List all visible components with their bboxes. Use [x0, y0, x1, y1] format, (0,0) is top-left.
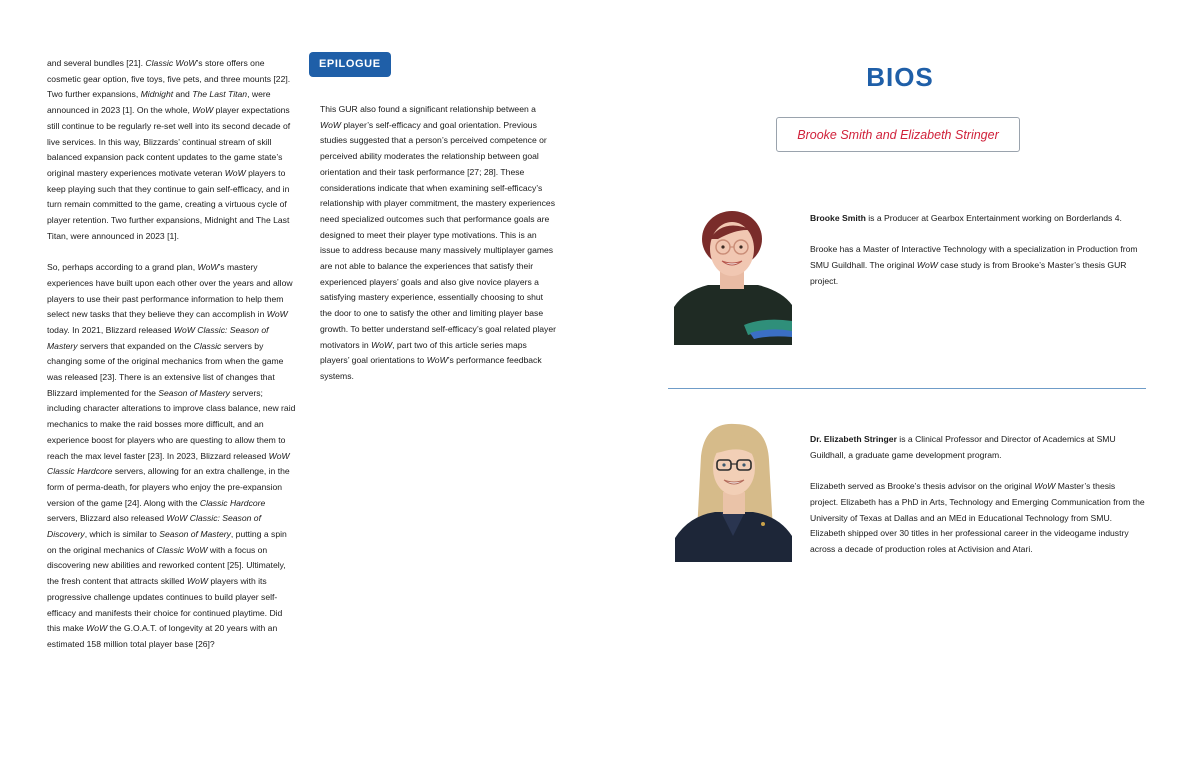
bios-title: BIOS	[866, 62, 934, 92]
left-text-column	[47, 56, 297, 653]
bios-divider	[668, 388, 1146, 389]
authors-box	[776, 117, 1020, 152]
bio1-paragraph-1: Brooke Smith is a Producer at Gearbox Entertainment working on Borderlands 4.	[810, 213, 1122, 223]
elizabeth-stringer-bio	[810, 432, 1145, 558]
brooke-smith-bio	[810, 211, 1145, 290]
brooke-smith-photo	[674, 209, 792, 345]
authors-names: Brooke Smith and Elizabeth Stringer	[797, 127, 999, 142]
epilogue-paragraph: This GUR also found a significant relationship between a WoW player’s self-efficacy and goal orientation. Previous studies suggested that a person’s perceived competence or perceived ability moderates the relationship between goal orientation and their task performance [27; 28]. These considerations indicate that when examining self-efficacy’s relationship with player commitment, the mastery experiences need specialized outcomes such that performance goals are designed to meet their player type motivations. This is an issue to address because many massively multiplayer games are not able to balance the experiences that satisfy their experienced players’ goals and also give novice players a satisfying mastery experience, essentially choosing to shut the door to one to satisfy the other and limiting player base growth. To better understand self-efficacy’s goal related player motivators in WoW, part two of this article series maps players’ goal orientations to WoW’s performance feedback systems.	[320, 104, 556, 381]
bio2-paragraph-1: Dr. Elizabeth Stringer is a Clinical Professor and Director of Academics at SMU Guildhall, a graduate game development program.	[810, 434, 1116, 460]
bio2-paragraph-2: Elizabeth served as Brooke’s thesis advisor on the original WoW Master’s thesis project. Elizabeth has a PhD in Arts, Technology and Emerging Communication from the University of Texas at Dallas and an MEd in Educational Technology from SMU. Elizabeth shipped over 30 titles in her professional career in the videogame industry across a decade of production roles at Activision and Atari.	[810, 481, 1145, 554]
epilogue-heading-badge: EPILOGUE	[309, 52, 391, 77]
portrait-illustration	[674, 209, 792, 345]
left-paragraph-2: So, perhaps according to a grand plan, WoW’s mastery experiences have built upon each other over the years and allow players to use their past performance information to help them select new tasks that they believe they can accomplish in WoW today. In 2021, Blizzard released WoW Classic: Season of Mastery servers that expanded on the Classic servers by changing some of the original mechanics from when the game was released [23]. There is an extensive list of changes that Blizzard implemented for the Season of Mastery servers; including character alterations to improve class balance, new raid mechanics to make the raid bosses more difficult, and an experience boost for players who are questing to allow them to reach the max level faster [23]. In 2023, Blizzard released WoW Classic Hardcore servers, allowing for an extra challenge, in the form of perma-death, for players who enjoy the pre-expansion version of the game [24]. Along with the Classic Hardcore servers, Blizzard also released WoW Classic: Season of Discovery, which is similar to Season of Mastery, putting a spin on the original mechanics of Classic WoW with a focus on discovering new abilities and reworked content [25]. Ultimately, the fresh content that attracts skilled WoW players with its progressive challenge updates continues to build player self-efficacy and manifests their choice for continued playtime. Did this make WoW the G.O.A.T. of longevity at 20 years with an estimated 158 million total player base [26]?	[47, 262, 296, 649]
left-paragraph-1: and several bundles [21]. Classic WoW’s store offers one cosmetic gear option, five toys, five pets, and three mounts [22]. Two further expansions, Midnight and The Last Titan, were announced in 2023 [1]. On the whole, WoW player expectations still continue to be regularly re-set well into its second decade of live services. In this way, Blizzards’ continual stream of skill balanced expansion pack content updates to the game state’s original mastery experiences motivate veteran WoW players to keep playing such that they continue to gain self-efficacy, and in turn remain committed to the game, creating a virtuous cycle of player retention. Two further expansions, Midnight and The Last Titan, were announced in 2023 [1].	[47, 58, 291, 241]
portrait-illustration	[675, 420, 792, 562]
elizabeth-stringer-photo	[675, 420, 792, 562]
epilogue-text-column	[320, 102, 556, 385]
bio1-paragraph-2: Brooke has a Master of Interactive Technology with a specialization in Production from SMU Guildhall. The original WoW case study is from Brooke’s Master’s thesis GUR project.	[810, 244, 1138, 286]
